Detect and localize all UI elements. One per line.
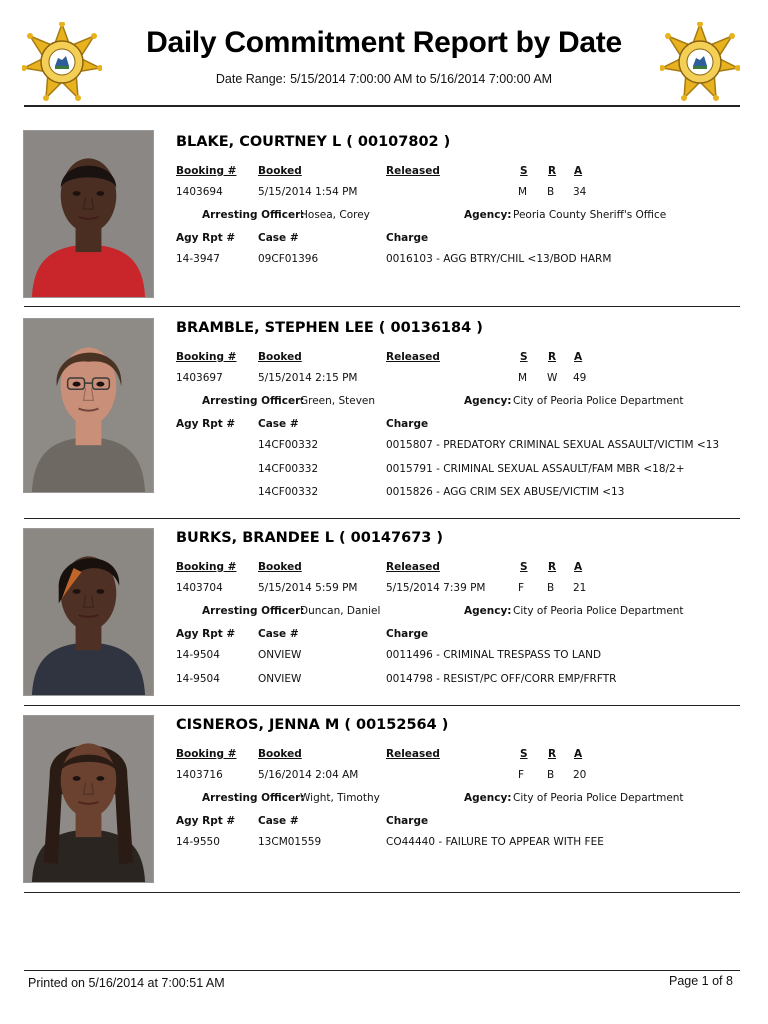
booked-datetime: 5/16/2014 2:04 AM bbox=[258, 769, 359, 781]
charge-description: 0014798 - RESIST/PC OFF/CORR EMP/FRFTR bbox=[386, 672, 617, 685]
booking-header: Booking # bbox=[176, 165, 237, 177]
record-divider bbox=[24, 306, 740, 307]
race-header: R bbox=[548, 561, 557, 573]
case-header: Case # bbox=[258, 232, 299, 244]
age-value: 21 bbox=[573, 582, 587, 594]
booked-datetime: 5/15/2014 1:54 PM bbox=[258, 186, 358, 198]
sex-value: M bbox=[518, 186, 528, 198]
agency-report-header: Agy Rpt # bbox=[176, 628, 236, 640]
released-header: Released bbox=[386, 561, 440, 573]
race-value: B bbox=[547, 582, 555, 594]
inmate-name: BRAMBLE, STEPHEN LEE ( 00136184 ) bbox=[176, 320, 483, 336]
case-number: ONVIEW bbox=[258, 649, 302, 661]
charge-description: 0015807 - PREDATORY CRIMINAL SEXUAL ASSAULT/VICTIM <13 bbox=[386, 439, 720, 451]
mugshot-image bbox=[24, 716, 153, 882]
booking-number: 1403704 bbox=[176, 582, 223, 594]
agency-report-number: 14-9550 bbox=[176, 836, 220, 848]
charge-description: 0011496 - CRIMINAL TRESPASS TO LAND bbox=[386, 649, 602, 661]
report-title: Daily Commitment Report by Date bbox=[146, 26, 622, 59]
mugshot-photo bbox=[23, 130, 154, 298]
agency-label: Agency: bbox=[464, 209, 512, 221]
mugshot-image bbox=[24, 319, 153, 492]
charge-description: 0015826 - AGG CRIM SEX ABUSE/VICTIM <13 bbox=[386, 486, 625, 498]
printed-timestamp: Printed on 5/16/2014 at 7:00:51 AM bbox=[28, 976, 225, 990]
arresting-officer-name: Duncan, Daniel bbox=[300, 605, 381, 617]
agency-report-header: Agy Rpt # bbox=[176, 418, 236, 430]
mugshot-photo bbox=[23, 318, 154, 493]
page-number: Page 1 of 8 bbox=[669, 974, 733, 988]
record-divider bbox=[24, 892, 740, 893]
booked-datetime: 5/15/2014 5:59 PM bbox=[258, 582, 358, 594]
arresting-officer-name: Hosea, Corey bbox=[300, 209, 370, 221]
inmate-record bbox=[0, 705, 768, 894]
mugshot-image bbox=[24, 529, 153, 695]
agency-label: Agency: bbox=[464, 605, 512, 617]
race-value: B bbox=[547, 769, 555, 781]
age-header: A bbox=[574, 351, 583, 363]
charge-header: Charge bbox=[386, 628, 429, 640]
sex-value: M bbox=[518, 372, 528, 384]
case-number: ONVIEW bbox=[258, 672, 302, 685]
race-value: B bbox=[547, 186, 555, 198]
sex-header: S bbox=[520, 748, 528, 760]
age-value: 34 bbox=[573, 186, 587, 198]
booked-header: Booked bbox=[258, 165, 302, 177]
charge-description: 0016103 - AGG BTRY/CHIL <13/BOD HARM bbox=[386, 253, 612, 265]
agency-name: City of Peoria Police Department bbox=[513, 792, 684, 804]
agency-report-number: 14-3947 bbox=[176, 253, 220, 265]
charge-header: Charge bbox=[386, 418, 429, 430]
case-number: 13CM01559 bbox=[258, 836, 322, 848]
date-range bbox=[0, 72, 768, 86]
case-header: Case # bbox=[258, 628, 299, 640]
footer-divider bbox=[24, 970, 740, 971]
arresting-officer-name: Wight, Timothy bbox=[300, 792, 380, 804]
mugshot-photo bbox=[23, 528, 154, 696]
inmate-record bbox=[0, 108, 768, 308]
race-header: R bbox=[548, 165, 557, 177]
agency-name: Peoria County Sheriff's Office bbox=[513, 209, 667, 221]
mugshot-image bbox=[24, 131, 153, 297]
age-header: A bbox=[574, 165, 583, 177]
race-header: R bbox=[548, 351, 557, 363]
arresting-officer-label: Arresting Officer: bbox=[202, 605, 305, 617]
released-header: Released bbox=[386, 351, 440, 363]
case-number: 14CF00332 bbox=[258, 462, 319, 475]
sex-header: S bbox=[520, 561, 528, 573]
race-value: W bbox=[547, 372, 558, 384]
inmate-record bbox=[0, 518, 768, 707]
released-header: Released bbox=[386, 748, 440, 760]
agency-report-number: 14-9504 bbox=[176, 649, 220, 661]
mugshot-photo bbox=[23, 715, 154, 883]
released-datetime: 5/15/2014 7:39 PM bbox=[386, 582, 486, 594]
age-value: 20 bbox=[573, 769, 587, 781]
charge-description: 0015791 - CRIMINAL SEXUAL ASSAULT/FAM MBR <18/2+ bbox=[386, 462, 685, 475]
sex-header: S bbox=[520, 351, 528, 363]
date-range-label: Date Range: bbox=[215, 72, 287, 86]
sex-header: S bbox=[520, 165, 528, 177]
case-number: 14CF00332 bbox=[258, 486, 319, 498]
sex-value: F bbox=[518, 582, 525, 594]
age-header: A bbox=[574, 748, 583, 760]
inmate-name: BURKS, BRANDEE L ( 00147673 ) bbox=[176, 530, 444, 546]
booking-header: Booking # bbox=[176, 748, 237, 760]
inmate-name: CISNEROS, JENNA M ( 00152564 ) bbox=[176, 717, 449, 733]
booked-header: Booked bbox=[258, 561, 302, 573]
charge-description: CO44440 - FAILURE TO APPEAR WITH FEE bbox=[386, 836, 604, 848]
booked-datetime: 5/15/2014 2:15 PM bbox=[258, 372, 358, 384]
agency-label: Agency: bbox=[464, 395, 512, 407]
booking-header: Booking # bbox=[176, 561, 237, 573]
arresting-officer-label: Arresting Officer: bbox=[202, 792, 305, 804]
agency-name: City of Peoria Police Department bbox=[513, 395, 684, 407]
booked-header: Booked bbox=[258, 748, 302, 760]
booking-number: 1403697 bbox=[176, 372, 223, 384]
charge-header: Charge bbox=[386, 232, 429, 244]
arresting-officer-label: Arresting Officer: bbox=[202, 209, 305, 221]
released-header: Released bbox=[386, 165, 440, 177]
header-divider bbox=[24, 105, 740, 107]
report-header bbox=[0, 0, 768, 108]
inmate-record bbox=[0, 308, 768, 520]
booking-number: 1403694 bbox=[176, 186, 223, 198]
booking-header: Booking # bbox=[176, 351, 237, 363]
case-header: Case # bbox=[258, 418, 299, 430]
sex-value: F bbox=[518, 769, 525, 781]
case-number: 14CF00332 bbox=[258, 439, 319, 451]
case-number: 09CF01396 bbox=[258, 253, 319, 265]
age-value: 49 bbox=[573, 372, 587, 384]
charge-header: Charge bbox=[386, 815, 429, 827]
agency-report-number: 14-9504 bbox=[176, 672, 220, 685]
agency-report-header: Agy Rpt # bbox=[176, 815, 236, 827]
age-header: A bbox=[574, 561, 583, 573]
case-header: Case # bbox=[258, 815, 299, 827]
arresting-officer-name: Green, Steven bbox=[300, 395, 376, 407]
agency-report-header: Agy Rpt # bbox=[176, 232, 236, 244]
date-range-value: 5/15/2014 7:00:00 AM to 5/16/2014 7:00:00 AM bbox=[290, 72, 553, 86]
booked-header: Booked bbox=[258, 351, 302, 363]
race-header: R bbox=[548, 748, 557, 760]
agency-label: Agency: bbox=[464, 792, 512, 804]
inmate-name: BLAKE, COURTNEY L ( 00107802 ) bbox=[176, 134, 451, 150]
agency-name: City of Peoria Police Department bbox=[513, 605, 684, 617]
booking-number: 1403716 bbox=[176, 769, 223, 781]
arresting-officer-label: Arresting Officer: bbox=[202, 395, 305, 407]
